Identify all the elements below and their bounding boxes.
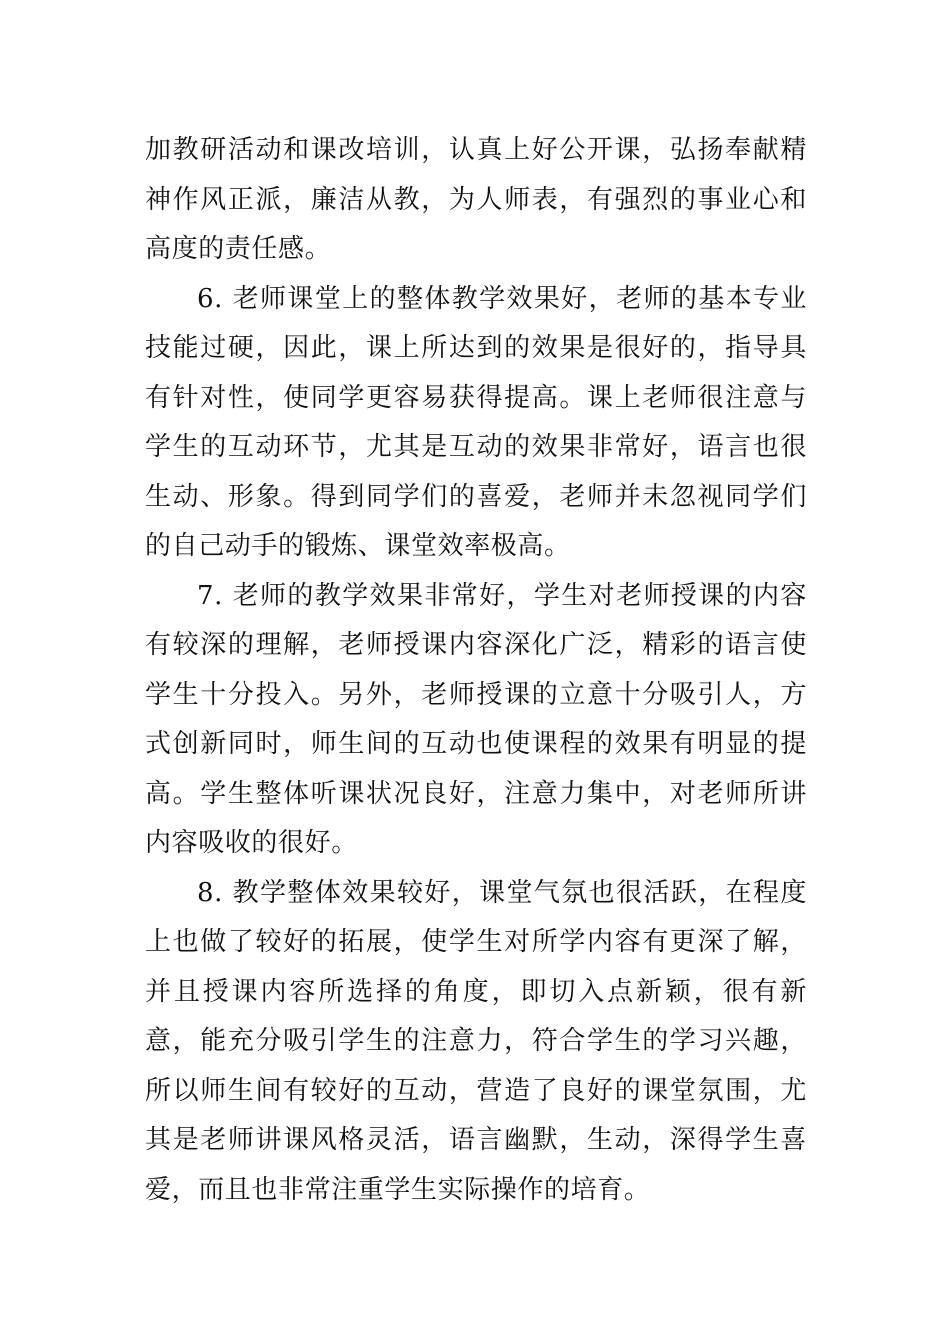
paragraph-item-8: 8. 教学整体效果较好，课堂气氛也很活跃，在程度上也做了较好的拓展，使学生对所学内容有更深了解，并且授课内容所选择的角度，即切入点新颖，很有新意，能充分吸引学生的注意力，符合学生的学习兴趣，所以师生间有较好的互动，营造了良好的课堂氛围，尤其是老师讲课风格灵活，语言幽默，生动，深得学生喜爱，而且也非常注重学生实际操作的培育。: [145, 877, 807, 1205]
paragraph-continuation: 加教研活动和课改培训，认真上好公开课，弘扬奉献精神作风正派，廉洁从教，为人师表，有强烈的事业心和高度的责任感。: [145, 135, 807, 264]
paragraph-item-6: 6. 老师课堂上的整体教学效果好，老师的基本专业技能过硬，因此，课上所达到的效果是很好的，指导具有针对性，使同学更容易获得提高。课上老师很注意与学生的互动环节，尤其是互动的效果非常好，语言也很生动、形象。得到同学们的喜爱，老师并未忽视同学们的自己动手的锻炼、课堂效率极高。: [145, 283, 807, 561]
document-body: [145, 126, 807, 1215]
paragraph-item-7: 7. 老师的教学效果非常好，学生对老师授课的内容有较深的理解，老师授课内容深化广泛，精彩的语言使学生十分投入。另外，老师授课的立意十分吸引人，方式创新同时，师生间的互动也使课程的效果有明显的提高。学生整体听课状况良好，注意力集中，对老师所讲内容吸收的很好。: [145, 580, 807, 858]
